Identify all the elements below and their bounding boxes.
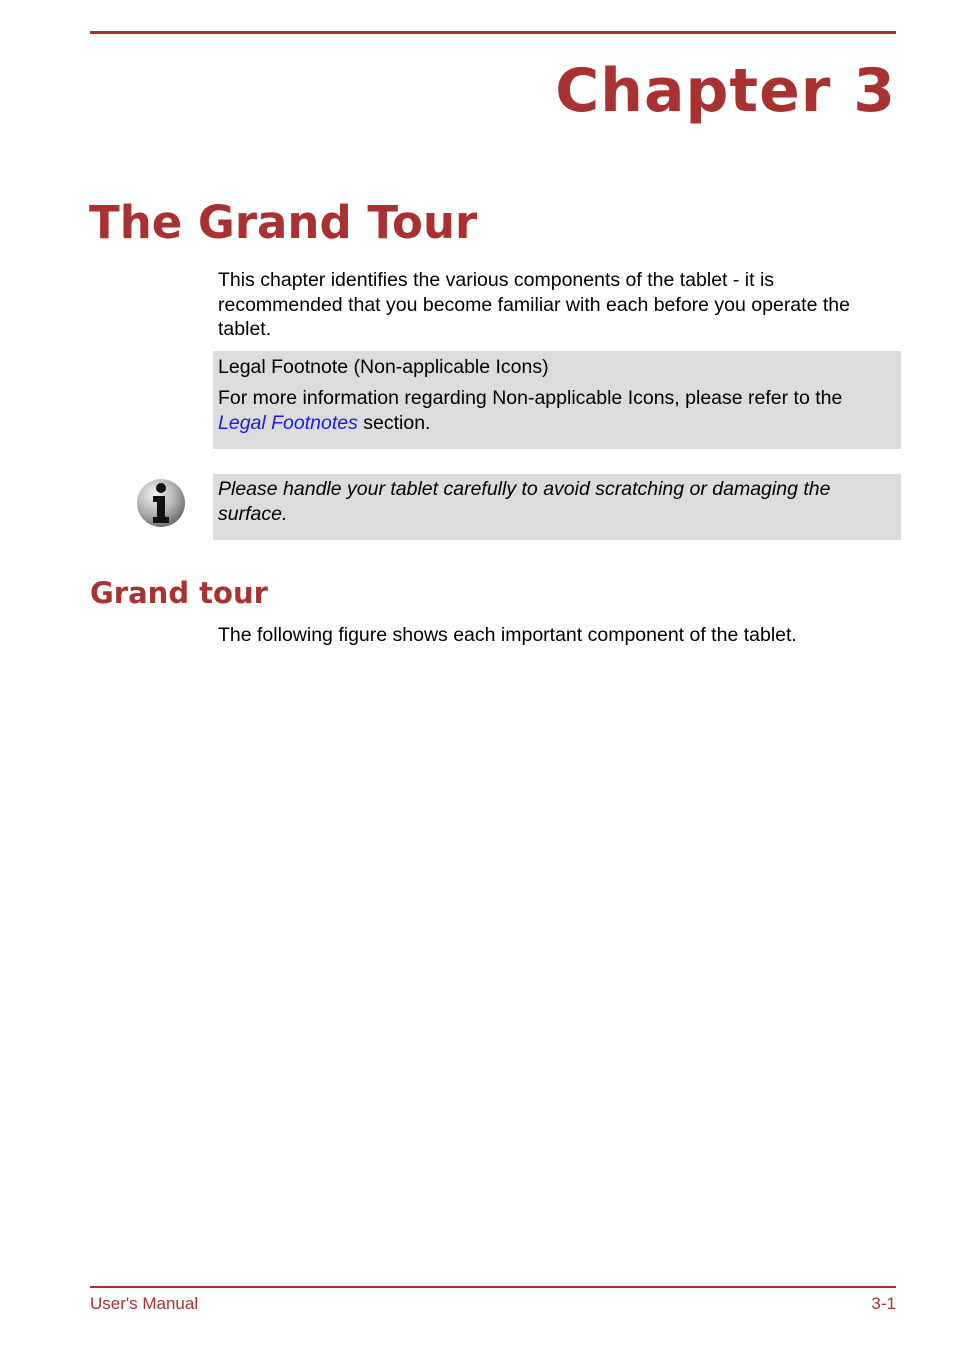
- legal-footnotes-link[interactable]: Legal Footnotes: [218, 411, 358, 434]
- footer-manual-title: User's Manual: [90, 1294, 199, 1313]
- footer-rule: [90, 1286, 896, 1288]
- footnote-body-prefix: For more information regarding Non-applicable Icons, please refer to the: [218, 387, 843, 409]
- footnote-body: [218, 386, 894, 435]
- top-rule: [90, 31, 896, 34]
- info-icon: [135, 477, 187, 529]
- legal-footnote-box: [213, 351, 901, 449]
- intro-paragraph: This chapter identifies the various components of the tablet - it is recommended that you become familiar with each before you operate the tablet.: [218, 269, 850, 340]
- page-title: The Grand Tour: [89, 196, 478, 249]
- chapter-heading: Chapter 3: [555, 56, 896, 126]
- section-paragraph: The following figure shows each important component of the tablet.: [218, 624, 797, 646]
- handling-note-box: [213, 474, 901, 540]
- section-heading: Grand tour: [90, 576, 268, 610]
- note-text: Please handle your tablet carefully to avoid scratching or damaging the surface.: [218, 478, 831, 525]
- footnote-title: Legal Footnote (Non-applicable Icons): [218, 356, 549, 378]
- footer-page-number: 3-1: [871, 1294, 896, 1313]
- footnote-body-suffix: section.: [357, 411, 431, 434]
